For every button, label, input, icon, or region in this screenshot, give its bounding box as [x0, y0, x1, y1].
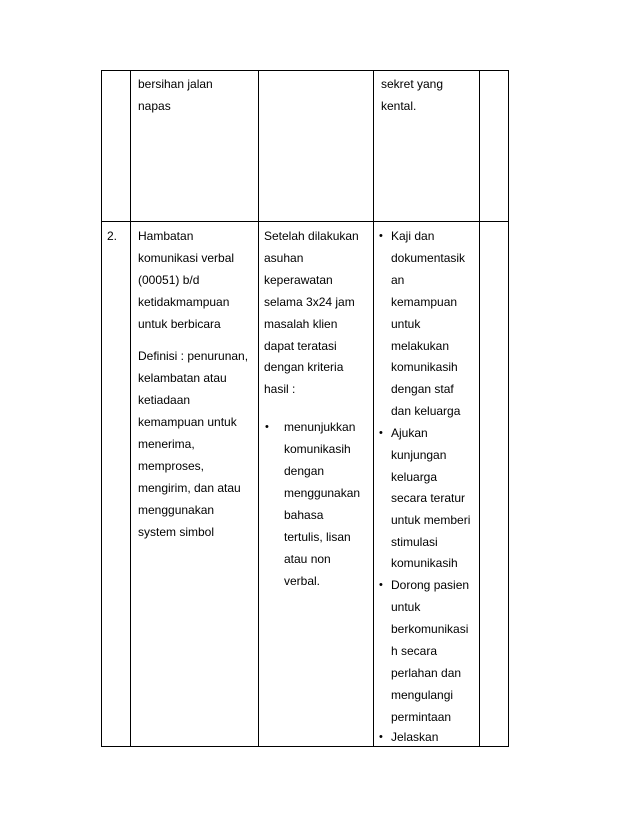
- column-border-2: [130, 70, 131, 747]
- intervention-bullet: •: [379, 731, 383, 743]
- column-border-4: [373, 70, 374, 747]
- intervention-bullet: •: [379, 230, 383, 242]
- intervention-line: Jelaskan: [391, 730, 439, 744]
- goal-line: keperawatan: [264, 273, 333, 287]
- goal-line: dapat teratasi: [264, 339, 337, 353]
- definition-line: kelambatan atau: [138, 371, 227, 385]
- criteria-line: verbal.: [284, 574, 321, 588]
- intervention-line: untuk memberi: [391, 513, 471, 527]
- intervention-line: Kaji dan: [391, 229, 435, 243]
- intervention-bullet: •: [379, 579, 383, 591]
- row1-intervention-line: sekret yang: [381, 77, 444, 91]
- intervention-line: dan keluarga: [391, 404, 461, 418]
- diagnosis-line: untuk berbicara: [138, 317, 221, 331]
- criteria-line: atau non: [284, 552, 331, 566]
- intervention-line: keluarga: [391, 470, 438, 484]
- intervention-line: mengulangi: [391, 688, 454, 702]
- intervention-line: melakukan: [391, 339, 450, 353]
- column-border-1: [101, 70, 102, 747]
- intervention-line: untuk: [391, 600, 421, 614]
- intervention-line: permintaan: [391, 710, 452, 724]
- intervention-line: stimulasi: [391, 535, 438, 549]
- intervention-line: an: [391, 273, 405, 287]
- criteria-line: bahasa: [284, 508, 324, 522]
- intervention-line: kunjungan: [391, 448, 447, 462]
- criteria-line: komunikasih: [284, 442, 351, 456]
- intervention-line: Ajukan: [391, 426, 428, 440]
- intervention-line: perlahan dan: [391, 666, 462, 680]
- goal-line: selama 3x24 jam: [264, 295, 355, 309]
- intervention-line: dengan staf: [391, 382, 454, 396]
- table-bottom-border: [101, 746, 509, 747]
- intervention-line: secara teratur: [391, 491, 466, 505]
- intervention-line: untuk: [391, 317, 421, 331]
- definition-line: Definisi : penurunan,: [138, 349, 249, 363]
- intervention-line: komunikasih: [391, 556, 458, 570]
- criteria-bullet: •: [265, 421, 269, 433]
- diagnosis-line: (00051) b/d: [138, 273, 200, 287]
- goal-line: masalah klien: [264, 317, 338, 331]
- goal-line: Setelah dilakukan: [264, 229, 359, 243]
- intervention-line: Dorong pasien: [391, 578, 470, 592]
- column-border-5: [479, 70, 480, 747]
- row-divider: [101, 221, 509, 222]
- intervention-line: berkomunikasi: [391, 622, 469, 636]
- intervention-line: dokumentasik: [391, 251, 466, 265]
- diagnosis-line: Hambatan: [138, 229, 194, 243]
- definition-line: system simbol: [138, 525, 215, 539]
- diagnosis-line: komunikasi verbal: [138, 251, 235, 265]
- definition-line: memproses,: [138, 459, 205, 473]
- criteria-line: tertulis, lisan: [284, 530, 351, 544]
- definition-line: kemampuan untuk: [138, 415, 237, 429]
- row-number: 2.: [107, 229, 118, 243]
- goal-line: asuhan: [264, 251, 304, 265]
- intervention-line: komunikasih: [391, 360, 458, 374]
- row1-diagnosis-line: bersihan jalan: [138, 77, 213, 91]
- intervention-bullet: •: [379, 427, 383, 439]
- definition-line: ketiadaan: [138, 393, 191, 407]
- intervention-line: kemampuan: [391, 295, 458, 309]
- criteria-line: menunjukkan: [284, 420, 356, 434]
- row1-diagnosis-line: napas: [138, 99, 171, 113]
- definition-line: menggunakan: [138, 503, 215, 517]
- column-border-6: [508, 70, 509, 747]
- criteria-line: menggunakan: [284, 486, 361, 500]
- intervention-line: h secara: [391, 644, 438, 658]
- criteria-line: dengan: [284, 464, 325, 478]
- column-border-3: [258, 70, 259, 747]
- table-top-border: [101, 70, 509, 71]
- row1-intervention-line: kental.: [381, 99, 417, 113]
- definition-line: menerima,: [138, 437, 195, 451]
- diagnosis-line: ketidakmampuan: [138, 295, 230, 309]
- goal-line: dengan kriteria: [264, 360, 344, 374]
- definition-line: mengirim, dan atau: [138, 481, 241, 495]
- goal-line: hasil :: [264, 382, 296, 396]
